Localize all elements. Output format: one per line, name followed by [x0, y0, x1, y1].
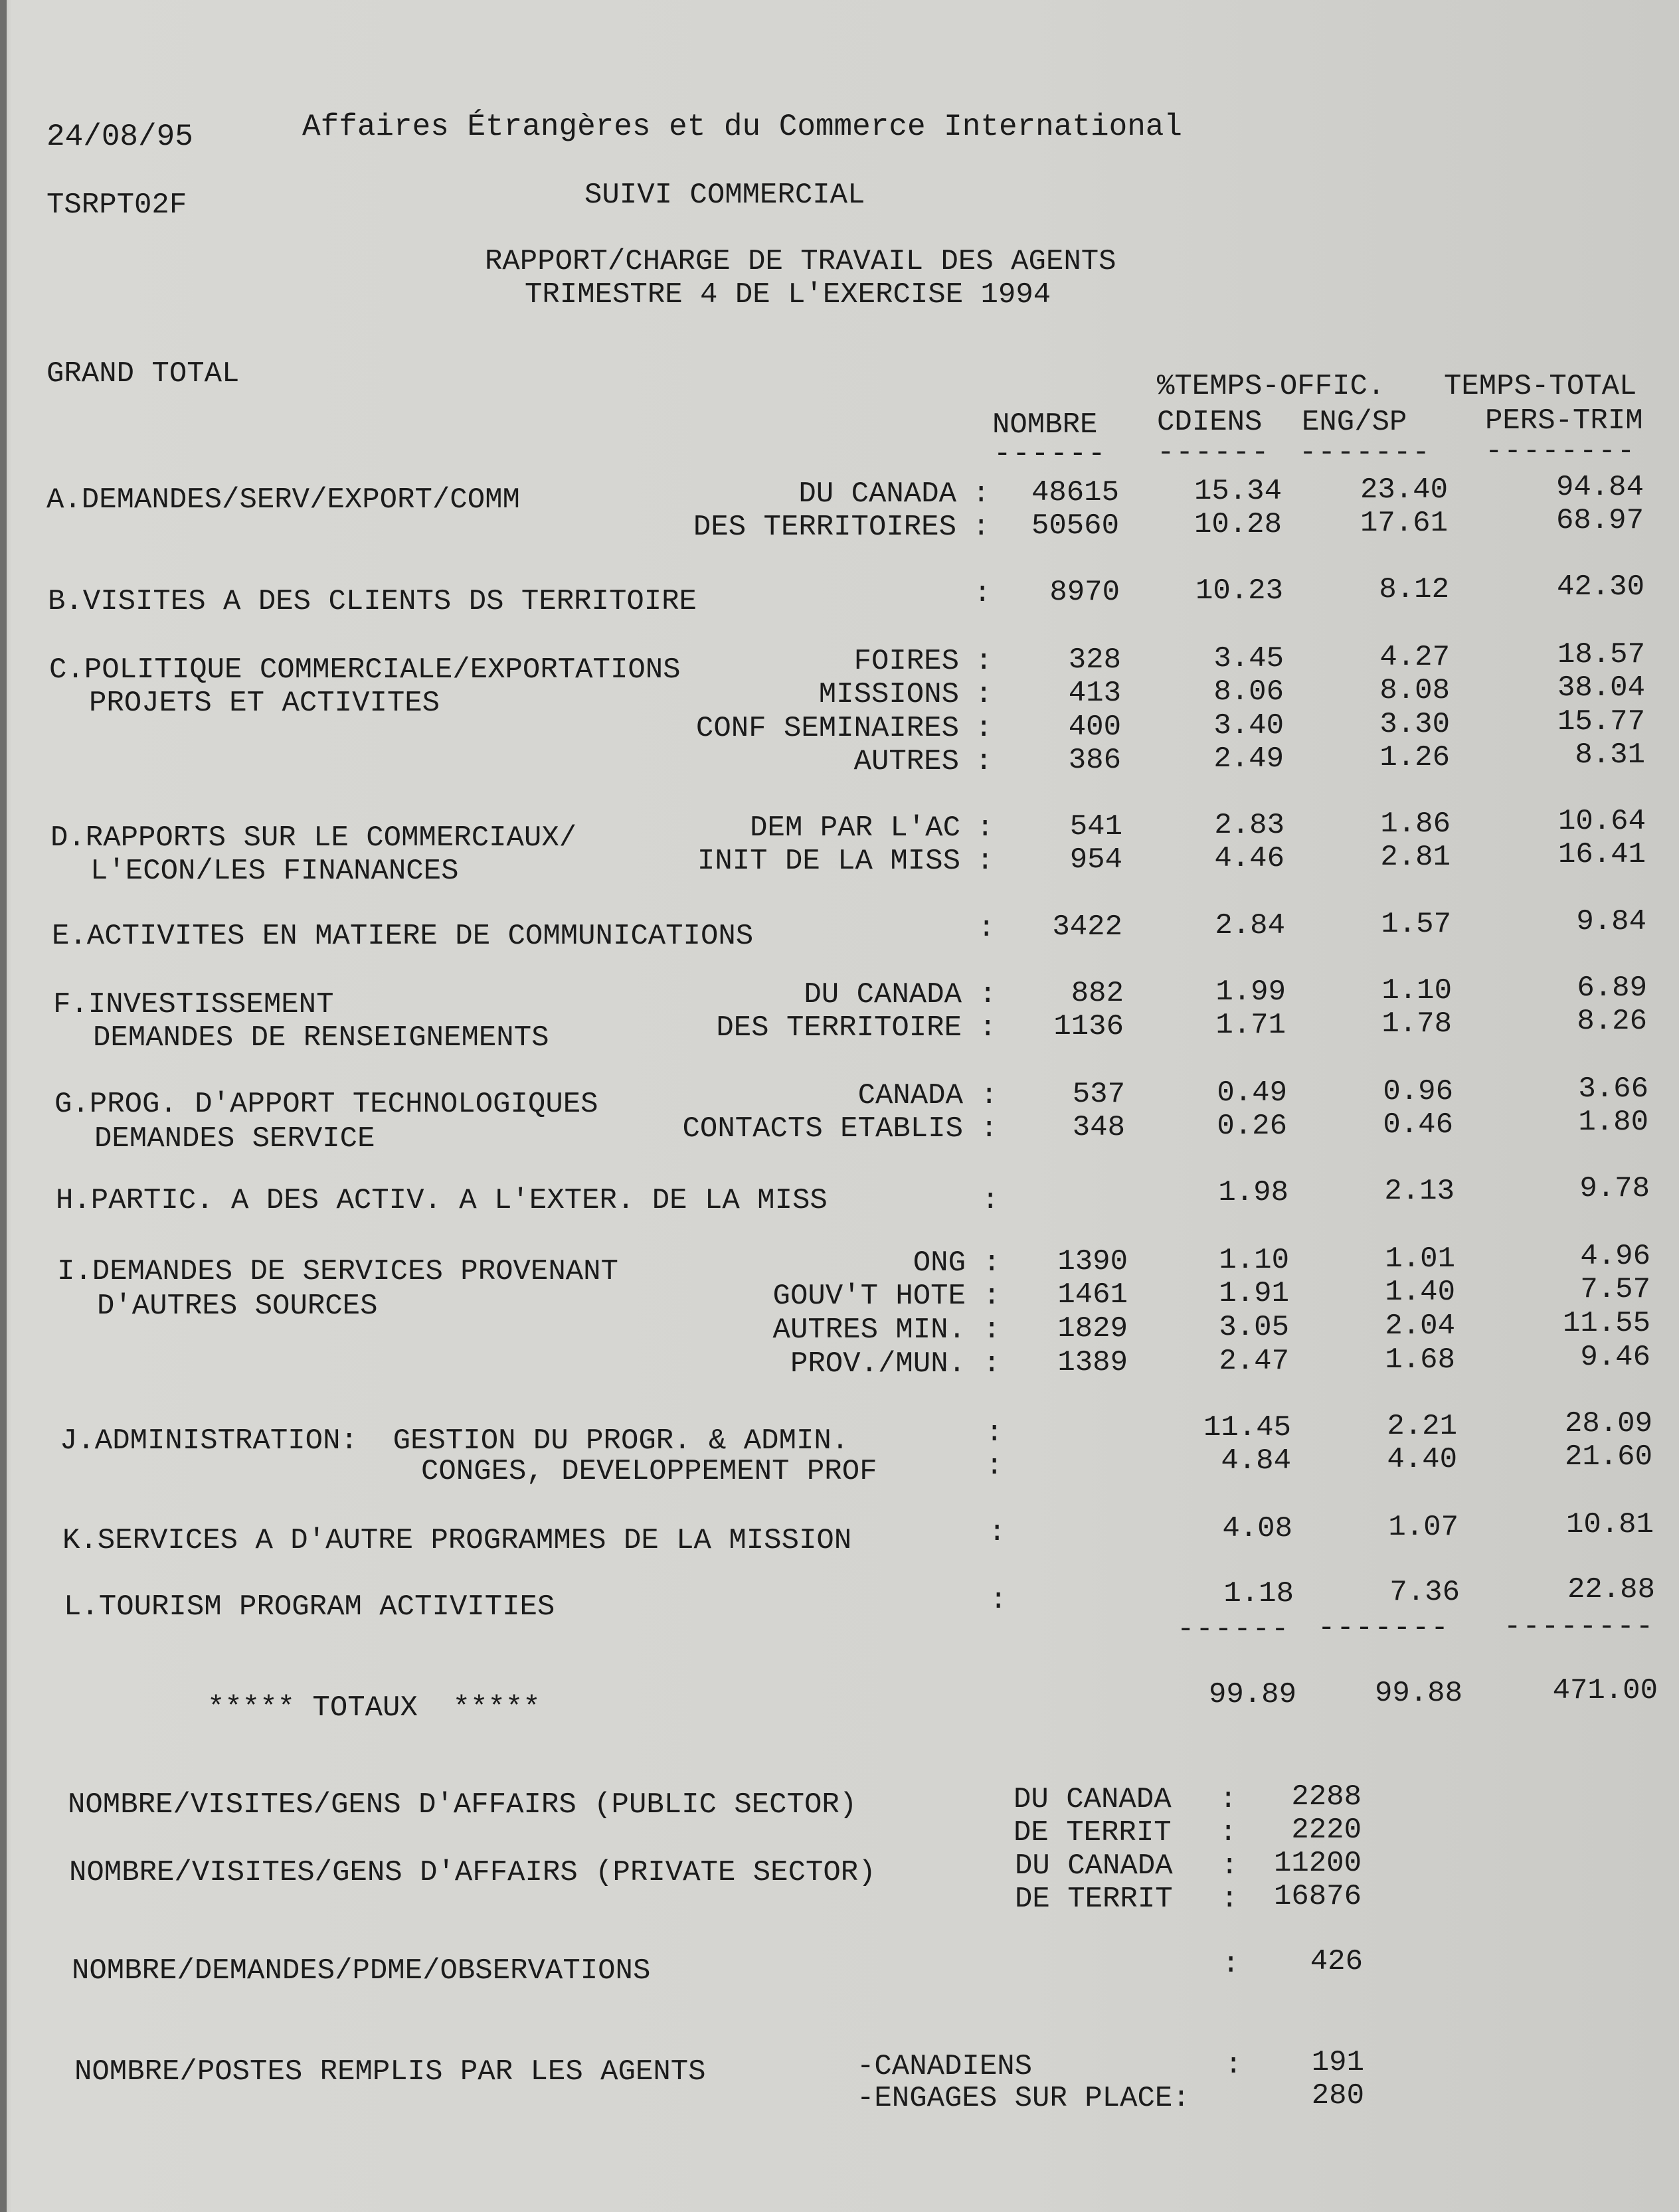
row-cdiens: 1.91	[1219, 1277, 1289, 1310]
row-pers-trim: 38.04	[1557, 671, 1645, 705]
totals-label: ***** TOTAUX *****	[207, 1691, 541, 1725]
row-pers-trim: 42.30	[1556, 570, 1644, 604]
row-pers-trim: 6.89	[1577, 972, 1647, 1005]
row-engsp: 1.01	[1385, 1242, 1455, 1276]
row-engsp: 2.04	[1385, 1310, 1455, 1343]
row-label: I.DEMANDES DE SERVICES PROVENANT	[57, 1255, 618, 1288]
col-header-temps-total: TEMPS-TOTAL	[1444, 370, 1637, 403]
report-date: 24/08/95	[46, 120, 193, 154]
visits-private-de-territ: DE TERRIT	[1015, 1883, 1173, 1916]
row-pers-trim: 10.81	[1565, 1508, 1654, 1541]
row-sublabel: CANADA	[857, 1079, 963, 1112]
row-colon: :	[976, 845, 994, 878]
row-pers-trim: 18.57	[1557, 638, 1645, 671]
postes-label: NOMBRE/POSTES REMPLIS PAR LES AGENTS	[74, 2055, 706, 2088]
row-cdiens: 0.49	[1217, 1076, 1287, 1110]
row-nombre: 954	[1069, 843, 1122, 877]
visits-private-canada-value: 11200	[1273, 1847, 1362, 1880]
row-pers-trim: 10.64	[1557, 805, 1646, 838]
row-colon: :	[979, 978, 997, 1011]
totals-underline-cdiens: ------	[1177, 1613, 1290, 1646]
visits-colon: :	[1221, 1883, 1239, 1916]
row-cdiens: 1.71	[1215, 1009, 1286, 1042]
row-nombre: 882	[1071, 977, 1124, 1010]
row-sublabel: CONTACTS ETABLIS	[682, 1112, 963, 1146]
row-nombre: 1136	[1053, 1010, 1124, 1043]
row-pers-trim: 3.66	[1578, 1072, 1648, 1106]
postes-canadiens-value: 191	[1311, 2046, 1364, 2079]
row-engsp: 1.78	[1381, 1007, 1452, 1041]
row-pers-trim: 1.80	[1578, 1106, 1648, 1139]
row-label: A.DEMANDES/SERV/EXPORT/COMM	[46, 483, 520, 517]
row-label: CONGES, DEVELOPPEMENT PROF	[421, 1455, 877, 1488]
row-pers-trim: 9.78	[1579, 1172, 1650, 1205]
row-label: E.ACTIVITES EN MATIERE DE COMMUNICATIONS	[52, 920, 754, 953]
row-label: G.PROG. D'APPORT TECHNOLOGIQUES	[54, 1088, 598, 1121]
row-engsp: 1.26	[1379, 741, 1450, 774]
row-sublabel: ONG	[913, 1246, 966, 1280]
visits-public-label: NOMBRE/VISITES/GENS D'AFFAIRS (PUBLIC SECTOR)	[68, 1788, 857, 1822]
row-label: J.ADMINISTRATION: GESTION DU PROGR. & ADMIN.	[60, 1424, 849, 1458]
row-label: B.VISITES A DES CLIENTS DS TERRITOIRE	[48, 585, 697, 618]
row-engsp: 1.07	[1388, 1511, 1458, 1544]
row-sublabel: INIT DE LA MISS	[697, 845, 960, 878]
report-title-line1: RAPPORT/CHARGE DE TRAVAIL DES AGENTS	[485, 245, 1116, 278]
row-pers-trim: 28.09	[1564, 1407, 1652, 1440]
report-title-line2: TRIMESTRE 4 DE L'EXERCISE 1994	[525, 278, 1051, 311]
report-code: TSRPT02F	[46, 189, 187, 222]
row-label: K.SERVICES A D'AUTRE PROGRAMMES DE LA MISSION	[62, 1524, 852, 1557]
visits-public-de-territ: DE TERRIT	[1014, 1816, 1172, 1849]
row-engsp: 2.21	[1387, 1410, 1457, 1443]
row-engsp: 23.40	[1360, 473, 1448, 507]
visits-public-canada-value: 2288	[1291, 1780, 1362, 1814]
row-colon: :	[983, 1314, 1001, 1347]
row-colon: :	[990, 1584, 1008, 1617]
row-engsp: 1.86	[1380, 808, 1451, 841]
pdme-value: 426	[1310, 1945, 1363, 1978]
row-colon: :	[980, 1079, 998, 1112]
row-sublabel: DES TERRITOIRE	[716, 1011, 962, 1045]
row-pers-trim: 8.31	[1575, 738, 1645, 772]
row-label: H.PARTIC. A DES ACTIV. A L'EXTER. DE LA MISS	[56, 1184, 828, 1217]
row-sublabel: CONF SEMINAIRES	[695, 712, 959, 745]
row-nombre: 328	[1068, 643, 1121, 677]
col-underline-nombre: ------	[994, 438, 1107, 471]
row-cdiens: 2.83	[1214, 809, 1284, 842]
row-engsp: 4.27	[1379, 641, 1450, 674]
row-cdiens: 10.28	[1193, 508, 1282, 541]
row-cdiens: 8.06	[1213, 675, 1284, 709]
row-sublabel: AUTRES	[853, 745, 959, 778]
row-sublabel: DU CANADA	[798, 477, 956, 511]
row-label-continued: DEMANDES DE RENSEIGNEMENTS	[93, 1021, 549, 1055]
row-label-continued: D'AUTRES SOURCES	[97, 1290, 378, 1323]
row-colon: :	[972, 511, 990, 544]
postes-colon: :	[1225, 2049, 1243, 2082]
visits-public-du-canada: DU CANADA	[1014, 1783, 1172, 1816]
row-colon: :	[979, 1011, 997, 1045]
department-name: Affaires Étrangères et du Commerce International	[302, 110, 1183, 144]
visits-private-du-canada: DU CANADA	[1015, 1849, 1173, 1883]
scope-label: GRAND TOTAL	[46, 357, 240, 390]
row-cdiens: 4.08	[1222, 1512, 1292, 1545]
row-pers-trim: 68.97	[1555, 504, 1644, 537]
visits-colon: :	[1221, 1849, 1239, 1883]
row-label: L.TOURISM PROGRAM ACTIVITIES	[64, 1590, 555, 1624]
row-nombre: 386	[1068, 744, 1121, 777]
row-cdiens: 11.45	[1203, 1411, 1291, 1444]
pdme-colon: :	[1222, 1948, 1240, 1981]
pdme-label: NOMBRE/DEMANDES/PDME/OBSERVATIONS	[72, 1954, 651, 1988]
row-nombre: 400	[1068, 711, 1121, 744]
row-nombre: 537	[1072, 1078, 1125, 1111]
row-cdiens: 10.23	[1195, 574, 1283, 608]
row-nombre: 541	[1069, 810, 1122, 843]
row-engsp: 1.68	[1385, 1343, 1455, 1377]
row-engsp: 17.61	[1360, 507, 1448, 540]
row-engsp: 1.57	[1381, 908, 1451, 941]
totals-pers-trim: 471.00	[1552, 1674, 1658, 1707]
row-engsp: 2.81	[1380, 841, 1451, 874]
row-engsp: 1.10	[1381, 974, 1452, 1007]
row-colon: :	[986, 1450, 1004, 1483]
col-header-pct-temps: %TEMPS-OFFIC.	[1157, 370, 1385, 403]
col-underline-engsp: -------	[1299, 436, 1431, 469]
row-colon: :	[975, 645, 993, 678]
postes-engages-value: 280	[1311, 2079, 1364, 2112]
row-nombre: 3422	[1052, 910, 1122, 944]
row-cdiens: 1.10	[1219, 1244, 1289, 1277]
row-engsp: 4.40	[1387, 1443, 1457, 1476]
row-label: D.RAPPORTS SUR LE COMMERCIAUX/	[50, 821, 577, 855]
row-colon: :	[983, 1246, 1001, 1280]
row-cdiens: 4.46	[1214, 842, 1284, 875]
row-colon: :	[980, 1112, 998, 1146]
row-pers-trim: 94.84	[1555, 471, 1644, 504]
row-nombre: 1390	[1057, 1245, 1128, 1278]
row-colon: :	[974, 577, 992, 610]
row-sublabel: PROV./MUN.	[790, 1347, 966, 1381]
row-pers-trim: 7.57	[1580, 1273, 1650, 1306]
row-cdiens: 2.47	[1219, 1345, 1289, 1378]
row-colon: :	[983, 1280, 1001, 1313]
totals-engsp: 99.88	[1374, 1677, 1462, 1710]
row-label-continued: L'ECON/LES FINANANCES	[90, 855, 459, 888]
row-cdiens: 1.99	[1215, 976, 1286, 1009]
col-header-cdiens: CDIENS	[1157, 406, 1263, 439]
section-title: SUIVI COMMERCIAL	[584, 179, 865, 212]
col-header-pers-trim: PERS-TRIM	[1485, 404, 1643, 438]
col-underline-cdiens: ------	[1157, 436, 1271, 469]
row-engsp: 1.40	[1385, 1276, 1455, 1309]
visits-colon: :	[1219, 1816, 1237, 1849]
row-engsp: 0.46	[1383, 1108, 1453, 1142]
row-nombre: 348	[1072, 1111, 1125, 1144]
row-nombre: 1829	[1057, 1312, 1128, 1345]
row-engsp: 0.96	[1383, 1075, 1453, 1108]
row-sublabel: AUTRES MIN.	[772, 1314, 966, 1347]
row-label-continued: DEMANDES SERVICE	[94, 1122, 375, 1155]
row-colon: :	[975, 745, 993, 778]
row-cdiens: 3.05	[1219, 1311, 1289, 1344]
row-label-continued: PROJETS ET ACTIVITES	[89, 687, 440, 720]
row-cdiens: 3.40	[1213, 709, 1284, 742]
row-engsp: 2.13	[1384, 1175, 1455, 1208]
col-header-nombre: NOMBRE	[992, 408, 1098, 442]
row-cdiens: 1.18	[1223, 1577, 1294, 1610]
row-engsp: 3.30	[1379, 708, 1450, 741]
row-pers-trim: 9.84	[1576, 905, 1646, 938]
col-header-engsp: ENG/SP	[1302, 406, 1407, 439]
row-label: C.POLITIQUE COMMERCIALE/EXPORTATIONS	[49, 653, 681, 687]
scan-edge-shadow	[0, 0, 7, 2212]
row-cdiens: 4.84	[1221, 1444, 1291, 1478]
row-nombre: 50560	[1031, 509, 1119, 543]
row-cdiens: 2.49	[1213, 742, 1284, 776]
row-cdiens: 3.45	[1213, 642, 1284, 675]
col-underline-pers-trim: --------	[1485, 435, 1636, 468]
row-pers-trim: 4.96	[1580, 1240, 1650, 1273]
row-label: F.INVESTISSEMENT	[53, 988, 334, 1021]
row-colon: :	[975, 712, 993, 745]
row-colon: :	[982, 1184, 1000, 1217]
visits-private-territ-value: 16876	[1273, 1880, 1362, 1913]
row-engsp: 8.08	[1379, 674, 1450, 707]
row-sublabel: MISSIONS	[818, 678, 959, 711]
visits-colon: :	[1219, 1783, 1237, 1816]
row-colon: :	[972, 477, 990, 511]
row-sublabel: GOUV'T HOTE	[772, 1280, 966, 1313]
postes-engages-label: -ENGAGES SUR PLACE:	[857, 2082, 1190, 2115]
row-nombre: 1461	[1057, 1278, 1128, 1312]
row-engsp: 8.12	[1379, 573, 1449, 606]
row-sublabel: DU CANADA	[804, 978, 962, 1011]
row-colon: :	[976, 811, 994, 845]
row-engsp: 7.36	[1389, 1576, 1460, 1609]
row-pers-trim: 21.60	[1564, 1440, 1652, 1474]
row-pers-trim: 22.88	[1567, 1573, 1655, 1606]
row-sublabel: DES TERRITOIRES	[693, 511, 956, 544]
row-colon: :	[978, 912, 996, 945]
row-cdiens: 2.84	[1215, 909, 1285, 942]
row-pers-trim: 16.41	[1557, 838, 1646, 871]
row-nombre: 8970	[1049, 576, 1120, 609]
totals-underline-engsp: -------	[1318, 1612, 1450, 1645]
visits-public-territ-value: 2220	[1291, 1814, 1362, 1847]
row-nombre: 413	[1068, 677, 1121, 710]
row-cdiens: 1.98	[1218, 1176, 1288, 1209]
row-pers-trim: 8.26	[1577, 1005, 1647, 1038]
row-pers-trim: 9.46	[1580, 1341, 1650, 1374]
row-cdiens: 0.26	[1217, 1110, 1287, 1143]
totals-cdiens: 99.89	[1208, 1678, 1296, 1711]
visits-private-label: NOMBRE/VISITES/GENS D'AFFAIRS (PRIVATE SECTOR)	[69, 1856, 876, 1889]
row-sublabel: DEM PAR L'AC	[750, 811, 960, 845]
row-nombre: 1389	[1057, 1346, 1128, 1379]
postes-canadiens-label: -CANADIENS	[857, 2050, 1033, 2083]
row-cdiens: 15.34	[1193, 475, 1282, 508]
row-colon: :	[975, 678, 993, 711]
row-colon: :	[983, 1347, 1001, 1381]
row-pers-trim: 15.77	[1557, 705, 1645, 738]
row-nombre: 48615	[1031, 476, 1119, 509]
row-sublabel: FOIRES	[853, 645, 959, 678]
row-colon: :	[986, 1416, 1004, 1450]
row-colon: :	[988, 1516, 1006, 1549]
totals-underline-pers-trim: --------	[1504, 1610, 1655, 1644]
row-pers-trim: 11.55	[1562, 1307, 1650, 1340]
